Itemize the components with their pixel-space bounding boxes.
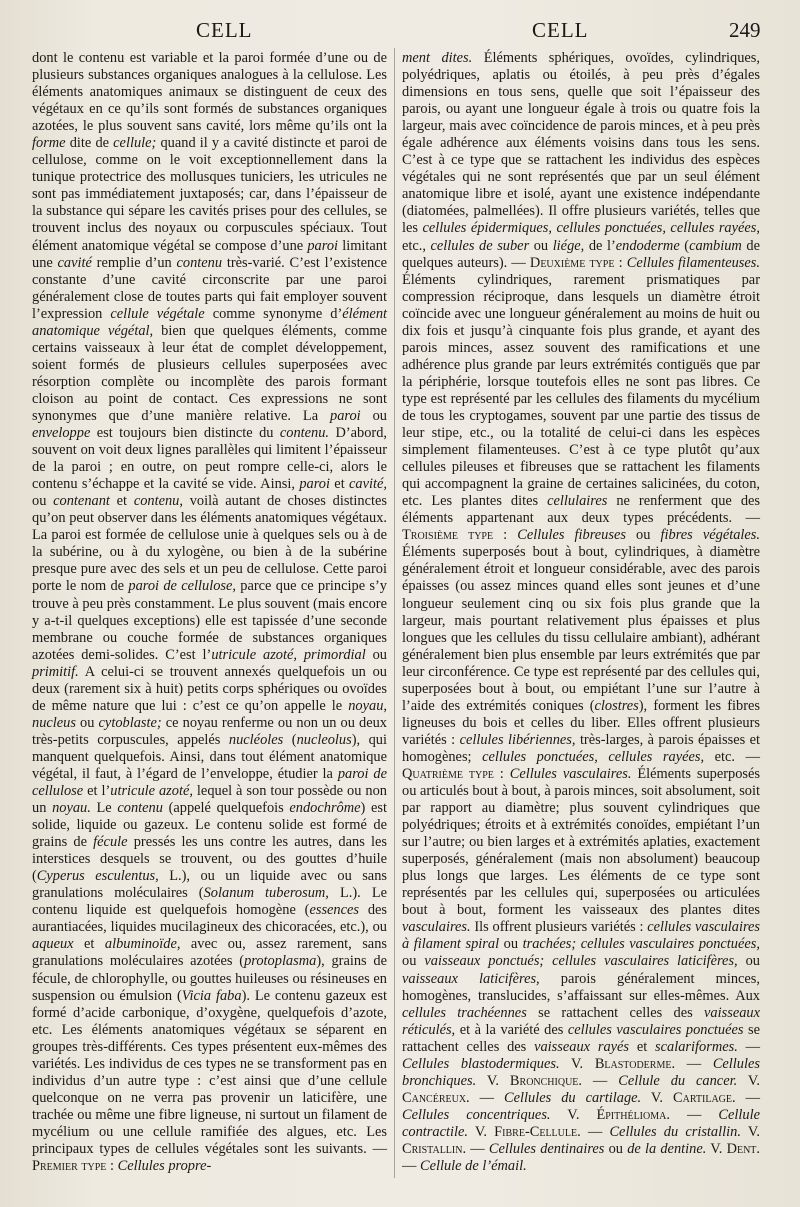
italic-term: cavité, — [349, 476, 387, 493]
italic-term: Cellules propre- — [117, 1158, 212, 1175]
italic-term: Cellules du cristallin. — [609, 1123, 741, 1140]
italic-term: Cellule contractile. — [402, 1106, 760, 1140]
italic-term: contenu — [176, 254, 223, 271]
text-run: Éléments cylindriques, rarement prismatiques par compression réciproque, dans lesquels un diamètre étroit coïncide avec une longueur généralement au moins de huit ou dix fois et jusqu’à cinquante fois plus grande, et ayant des parois minces, assez souvent des ramifications et une adhérence plus grande par leurs extrémités contiguës que par la périphérie, lorsque toutefois elles ne sont pas libres. Ce type est représenté par les cellules des filaments du mycélium de tous les cryptogames, souvent par une partie des tissus de leur stipe, etc., ou la totalité de celui-ci dans les espèces simplement filamenteuses. C’est à ce type plutôt qu’aux cellules pileuses et fibreuses que se rattachent les filaments qui accompagnent la graine de certaines salicinées, du coton, etc. Les plantes dites — [402, 271, 760, 510]
cross-reference: Épithélioma. — [596, 1106, 670, 1123]
paragraph — [402, 50, 760, 1175]
italic-term: clostres — [594, 697, 639, 714]
text-run: V. — [641, 1089, 674, 1106]
text-run: — — [582, 1072, 619, 1089]
italic-term: cellules vasculaires à filament spiral — [402, 919, 761, 953]
text-run: très-varié. C’est l’existence constante d’une cavité circonscrite par une paroi généralement close de toutes parts qui fait employer souvent l’expression — [32, 254, 387, 322]
cross-reference: Troisième type : — [402, 527, 508, 544]
text-run: — — [466, 1141, 489, 1157]
italic-term: noyau. — [52, 800, 91, 817]
page-number: 249 — [729, 18, 761, 42]
text-run: ou — [625, 527, 661, 544]
italic-term: vasculaires. — [402, 919, 471, 936]
italic-term: essences — [309, 902, 359, 919]
running-head-right: CELL — [532, 18, 589, 42]
text-run: voilà autant de choses distinctes qu’on peut observer dans les éléments anatomiques végétaux. La paroi est formée de cellulose unie à quelques sels ou à de la subérine, ou à du xylogène, ou bien à de la subérine presque pure avec des sels et un peu de cellulose. Cette paroi porte le nom de — [32, 493, 387, 595]
cross-reference: Bronchique. — [509, 1072, 583, 1089]
text-run: et — [629, 1038, 656, 1055]
text-run: se rattachent celles des — [402, 1021, 760, 1055]
italic-term: noyau, nucleus — [32, 697, 387, 731]
cross-reference: Cristallin. — [402, 1141, 467, 1157]
italic-term: cellulaires — [547, 493, 608, 510]
italic-term: cellules de suber — [430, 237, 530, 254]
text-run: A celui-ci se trouvent annexés quelquefois un ou deux (rarement six à huit) petits corps sphériques ou ovoïdes de même nature que lui : c’est ce qu’on appelle le — [32, 663, 387, 714]
text-run: ( — [283, 731, 297, 748]
italic-term: utricule azoté, — [110, 783, 193, 800]
text-run: D’abord, souvent on voit deux lignes parallèles qui limitent l’épaisseur de la paroi ; en outre, on peut rompre celle-ci, alors le contenu s’échappe et la cavité se vide. Ainsi, — [32, 425, 387, 493]
text-run: dont le contenu est variable et la paroi formée d’une ou de plusieurs substances organiques analogues à la cellulose. Les éléments anatomiques animaux se distinguent de ceux des végétaux en ce qu’ils sont formés de substances organiques azotées, le plus souvent sans cavité, lors même qu’ils ont la — [32, 50, 387, 135]
italic-term: nucléoles — [228, 731, 284, 748]
text-run: V. — [550, 1106, 597, 1123]
text-run: etc., — [402, 237, 431, 254]
text-run: ce noyau renferme ou non un ou deux très-petits corpuscules, appelés — [32, 714, 387, 748]
text-run: Éléments superposés ou articulés bout à bout, à parois minces, soit absolument, soit par rapport au diamètre; plus souvent cylindriques que polyédriques; étroits et à extrémités conoïdes, empiétant l’un sur l’autre; ou bien larges et à extrémités aplaties, exactement superposés, généralement (mais non absolument) beaucoup plus longs que larges. Les éléments de ce type sont représentés par les cellules qui, superposées ou articulées bout à bout, forment les vaisseaux des plantes dites — [402, 765, 760, 919]
italic-term: élément anatomique végétal, — [32, 305, 388, 339]
italic-term: fibres végétales. — [660, 527, 760, 544]
text-run: et à la variété des — [455, 1021, 568, 1038]
text-run: de quelques auteurs). — — [402, 237, 760, 271]
cross-reference: Cartilage. — [673, 1089, 736, 1106]
italic-term: forme — [32, 135, 66, 152]
italic-term: cellule végétale — [110, 305, 205, 322]
text-run: ou — [360, 407, 387, 424]
italic-term: Cellules bronchiques. — [402, 1055, 760, 1089]
text-run: V. — [740, 1123, 760, 1140]
text-run: quand il y a cavité distincte et paroi de cellulose, comme on le voit exceptionnellement dans la tunique protectrice des mollusques tuniciers, les utricules ne sont pas immédiatement juxtaposés; car, dans l’épaisseur de la substance qui sépare les cavités prises pour des cellules, se trouvent inclus des noyaux ou corpuscules spéciaux. Tout élément anatomique végétal se compose d’une — [32, 135, 387, 254]
text-run: L.). Le contenu liquide est quelquefois homogène ( — [32, 885, 387, 919]
text-run: ou — [604, 1141, 628, 1157]
italic-term: de la dentine. — [627, 1141, 707, 1157]
text-run: — — [580, 1123, 610, 1140]
italic-term: paroi — [330, 407, 361, 424]
text-run: ne renferment que des éléments appartenant aux deux types précédents. — — [402, 493, 760, 527]
italic-term: nucleolus — [296, 731, 352, 748]
text-run: Ils offrent plusieurs variétés : — [470, 919, 648, 936]
italic-term: cambium — [689, 237, 742, 254]
cross-reference: Premier type : — [32, 1158, 114, 1175]
italic-term: contenu — [117, 800, 163, 817]
text-run: — — [402, 1158, 420, 1175]
italic-term: Cellules vasculaires. — [509, 765, 632, 782]
text-run: Éléments sphériques, ovoïdes, cylindriques, polyédriques, aplatis ou étoilés, à peu près d’égales dimensions en tous sens, quelle que soit l’épaisseur des parois, ou ayant une longueur égale à trois ou quatre fois la largeur, mais avec coïncidence de parois minces, et à peu près égale adhérence aux éléments voisins dans tous les sens. C’est à ce type que se rattachent les individus des espèces végétales qui ne sont représentés que par un seul élément anatomique libre et isolé, ayant une existence indépendante (diatomées, palmellées). Il offre plusieurs variétés, telles que les — [402, 50, 760, 237]
text-run: V. — [706, 1141, 727, 1157]
italic-term: vaisseaux rayés — [534, 1038, 630, 1055]
text-run: parce que ce principe s’y trouve à peu près constamment. Le plus souvent (mais encore y a-t-il quelques exceptions) elle est tapissée d’une seconde membrane ou couche formée de substances organiques azotées demi-solides. C’est l’ — [32, 578, 387, 663]
italic-term: contenu, — [133, 493, 183, 510]
text-run: — — [675, 1055, 713, 1072]
italic-term: cellules ponctuées, cellules rayées, — [482, 748, 705, 765]
text-run: lequel à son tour possède ou non un — [32, 783, 387, 817]
italic-term: scalariformes. — [655, 1038, 738, 1055]
italic-term: paroi de cellulose — [32, 765, 387, 800]
italic-term: cytoblaste; — [98, 714, 162, 731]
italic-term: cellules libériennes, — [459, 731, 576, 748]
italic-term: paroi — [307, 237, 339, 254]
text-run: Éléments superposés bout à bout, cylindriques, à diamètre généralement étroit et longueur considérable, avec des parois épaisses (ou assez minces quand elles sont jeunes et d’une longueur seulement cinq ou six fois plus grande que la largeur, mais pourtant relativement plus épaisses et plus longues que les cellules du tissu cellulaire ambiant), adhérant généralement bien plus ensemble par leurs extrémités que par leur circonférence. Ce type est représenté par des cellules qui, superposées bout à bout, ou empiétant l’une sur l’autre à l’aide des extrémités coniques ( — [402, 544, 760, 714]
text-run: — — [735, 1089, 760, 1106]
italic-term: vaisseaux laticifères, — [402, 970, 540, 987]
text-run: se rattachent celles des — [526, 1004, 705, 1021]
text-run: ). Le contenu gazeux est formé d’acide carbonique, d’oxygène, quelquefois d’azote, etc. Les éléments anatomiques végétaux se séparent en groupes très-différents. Ces types présentent eux-mêmes des variétés. Les individus de ces types ne se transforment pas en individus d’un autre type : c’est ainsi que d’une cellule quelconque on ne verra pas provenir un laticifère, une trachée ou même une fibre ligneuse, ni surtout un filament de mycélium ou une cellule ramifiée des algues, etc. Les principaux types de cellules végétales sont les suivants. — — [32, 987, 388, 1157]
italic-term: Cyperus esculentus, — [36, 868, 159, 885]
text-run: pressés les uns contre les autres, dans les interstices desquels se trouvent, ou des gouttes d’huile ( — [32, 834, 387, 885]
italic-term: ment dites. — [402, 50, 473, 66]
text-run: Le — [90, 800, 118, 817]
text-run: ou — [499, 936, 523, 953]
text-run: ou — [32, 493, 54, 510]
italic-term: enveloppe — [32, 425, 91, 442]
italic-term: fécule — [93, 834, 128, 851]
text-run: remplie d’un — [91, 254, 177, 271]
text-run: ou — [365, 646, 387, 663]
right-column — [402, 50, 760, 1175]
italic-term: contenu. — [279, 425, 330, 442]
cross-reference: Blastoderme. — [594, 1055, 676, 1072]
italic-term: cellule; — [113, 135, 157, 152]
text-run: ou — [402, 953, 425, 970]
text-run: est toujours bien distincte du — [90, 425, 280, 442]
text-run: et — [109, 493, 134, 510]
text-run: limitant une — [32, 237, 387, 271]
text-run: ou — [529, 237, 553, 254]
italic-term: vaisseaux réticulés, — [402, 1004, 760, 1038]
left-column — [32, 50, 387, 1175]
text-run: V. — [737, 1072, 760, 1089]
text-run: ou — [737, 953, 761, 970]
text-run: — — [669, 1106, 719, 1123]
text-run: V. — [467, 1123, 495, 1140]
text-run: V. — [476, 1072, 510, 1089]
text-run: et — [73, 936, 105, 953]
text-run: et l’ — [83, 783, 111, 800]
text-run: (appelé quelquefois — [162, 800, 290, 817]
italic-term: liége, — [552, 237, 585, 254]
text-run: V. — [559, 1055, 595, 1072]
text-run: dite de — [65, 135, 114, 152]
italic-term: Cellule de l’émail. — [420, 1158, 527, 1175]
text-run: — — [469, 1089, 505, 1106]
italic-term: Cellules filamenteuses. — [626, 254, 760, 271]
text-run: etc. — — [704, 748, 760, 765]
italic-term: cellules trachéennes — [402, 1004, 527, 1021]
text-run: très-larges, à parois épaisses et homogènes; — [402, 731, 760, 765]
italic-term: endoderme — [615, 237, 680, 254]
italic-term: trachées; cellules vasculaires ponctuées, — [522, 936, 760, 953]
cross-reference: Quatrième type : — [402, 765, 504, 782]
text-run: ) est solide, liquide ou gazeux. Le contenu solide est formé de grains de — [32, 800, 387, 851]
page-header — [0, 18, 800, 46]
italic-term: endochrôme — [289, 800, 361, 817]
italic-term: Cellules du cartilage. — [504, 1089, 642, 1106]
italic-term: Vicia faba — [181, 987, 242, 1004]
italic-term: primitif. — [32, 663, 79, 680]
italic-term: paroi de cellulose, — [128, 578, 236, 595]
italic-term: aqueux — [32, 936, 74, 953]
italic-term: Solanum tuberosum, — [203, 885, 329, 902]
cross-reference: Cancéreux. — [402, 1089, 470, 1106]
text-run — [507, 527, 517, 543]
text-run: comme synonyme d’ — [204, 305, 343, 322]
text-run: — — [737, 1038, 760, 1055]
italic-term: protoplasma — [244, 953, 317, 970]
text-run: ( — [679, 237, 690, 254]
italic-term: cavité — [57, 254, 92, 271]
text-run: de l’ — [584, 237, 616, 254]
cross-reference: Dent. — [726, 1141, 760, 1157]
text-run: ), forment les fibres ligneuses du bois et celles du liber. Elles offrent plusieurs variétés : — [402, 697, 760, 748]
text-run: et — [329, 476, 350, 493]
text-run: ), qui manquent quelquefois. Ainsi, dans tout élément anatomique végétal, il faut, à l’égard de l’enveloppe, étudier la — [32, 731, 387, 782]
italic-term: paroi — [299, 476, 330, 493]
text-run: avec ou, assez rarement, sans granulations moléculaires azotées ( — [32, 936, 387, 970]
italic-term: Cellule du cancer. — [618, 1072, 738, 1089]
italic-term: cellules vasculaires ponctuées — [567, 1021, 744, 1038]
italic-term: albuminoïde, — [104, 936, 181, 953]
italic-term: contenant — [53, 493, 110, 510]
text-run: parois généralement minces, homogènes, translucides, s’affaissant sur elles-mêmes. Aux — [402, 970, 761, 1004]
text-run: ), grains de fécule, de chlorophylle, ou gouttes huileuses ou résineuses en suspension ou émulsion ( — [32, 953, 387, 1004]
cross-reference: Fibre-Cellule. — [494, 1123, 581, 1140]
italic-term: vaisseaux ponctués; cellules vasculaires laticifères, — [424, 953, 738, 970]
text-run: L.), ou un liquide avec ou sans granulations moléculaires ( — [32, 868, 387, 902]
text-run: ou — [75, 714, 99, 731]
italic-term: Cellules blastodermiques. — [402, 1055, 560, 1072]
text-run: bien que quelques éléments, comme certains vaisseaux à leur état de complet développement, soient formés de plusieurs cellules superposées avec résorption complète ou incomplète des parois formant cloison au point de contact. Ces expressions ne sont synonymes que d’une manière relative. La — [32, 322, 387, 424]
italic-term: Cellules concentriques. — [402, 1106, 551, 1123]
running-head-left: CELL — [196, 18, 253, 42]
column-divider — [394, 48, 395, 1178]
italic-term: Cellules dentinaires — [488, 1141, 605, 1157]
cross-reference: Deuxième type : — [529, 254, 623, 271]
italic-term: Cellules fibreuses — [517, 527, 626, 544]
paragraph — [32, 50, 387, 1175]
text-run: des aurantiacées, liquides mucilagineux des chicoracées, etc.), ou — [32, 902, 387, 936]
italic-term: utricule azoté, primordial — [211, 646, 366, 663]
italic-term: cellules épidermiques, cellules ponctuées, cellules rayées, — [422, 220, 760, 237]
